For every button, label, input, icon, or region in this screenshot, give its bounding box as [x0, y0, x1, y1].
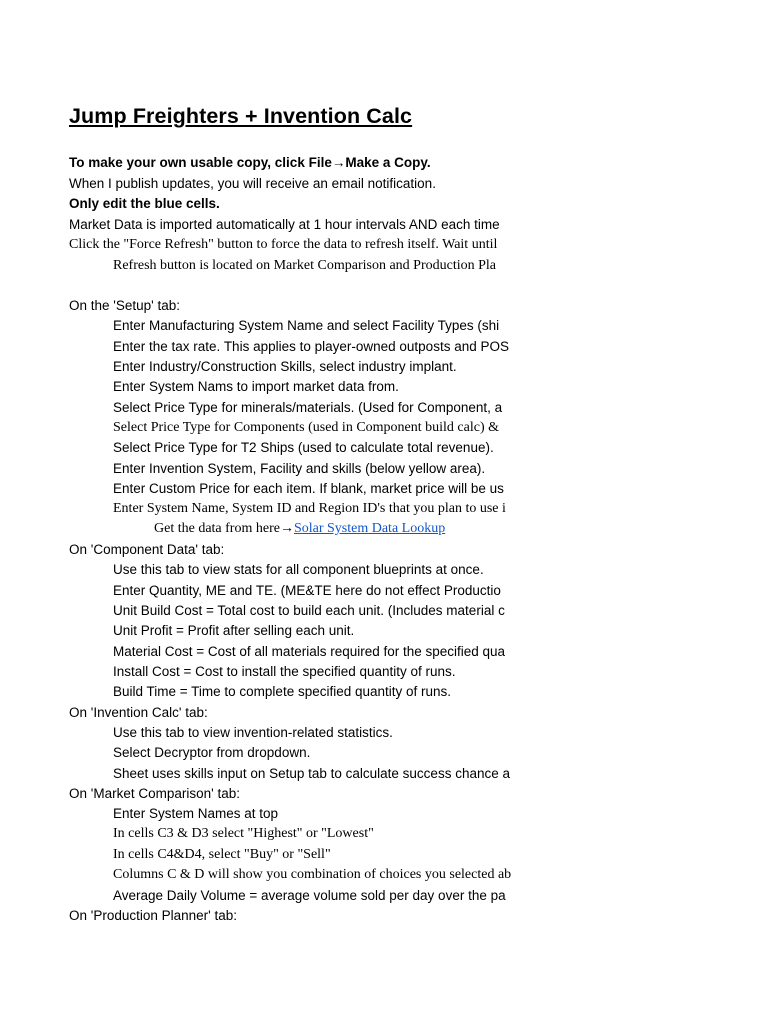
setup-item: Enter System Nams to import market data from. — [113, 379, 399, 394]
market-item: Columns C & D will show you combination of choices you selected ab — [113, 867, 512, 882]
refresh-location-note: Refresh button is located on Market Comparison and Production Pla — [113, 258, 496, 273]
component-item: Use this tab to view stats for all component blueprints at once. — [113, 562, 484, 577]
setup-item: Enter Manufacturing System Name and select Facility Types (shi — [113, 318, 500, 333]
setup-item: Select Price Type for Components (used in Component build calc) & — [113, 420, 500, 435]
market-item: In cells C3 & D3 select "Highest" or "Lowest" — [113, 826, 374, 841]
setup-item: Select Price Type for T2 Ships (used to calculate total revenue). — [113, 440, 494, 455]
market-item: Enter System Names at top — [113, 806, 279, 821]
setup-item: Enter the tax rate. This applies to player-owned outposts and POS — [113, 339, 509, 354]
setup-item: Enter Industry/Construction Skills, select industry implant. — [113, 359, 457, 374]
data-lookup-line — [154, 520, 445, 538]
setup-item: Enter System Name, System ID and Region ID's that you plan to use i — [113, 501, 506, 516]
component-item: Unit Build Cost = Total cost to build each unit. (Includes material c — [113, 603, 505, 618]
component-heading: On 'Component Data' tab: — [69, 542, 225, 557]
component-item: Install Cost = Cost to install the specified quantity of runs. — [113, 664, 456, 679]
setup-item: Enter Custom Price for each item. If blank, market price will be us — [113, 481, 504, 496]
page-title: Jump Freighters + Invention Calc — [69, 104, 413, 128]
force-refresh-note: Click the "Force Refresh" button to force the data to refresh itself. Wait until — [69, 237, 498, 252]
invention-item: Use this tab to view invention-related statistics. — [113, 725, 393, 740]
component-item: Build Time = Time to complete specified quantity of runs. — [113, 684, 452, 699]
setup-item: Enter Invention System, Facility and skills (below yellow area). — [113, 461, 486, 476]
solar-system-data-lookup-link[interactable]: Solar System Data Lookup — [293, 521, 446, 536]
market-data-note: Market Data is imported automatically at 1 hour intervals AND each time — [69, 217, 500, 232]
market-item: In cells C4&D4, select "Buy" or "Sell" — [113, 847, 331, 862]
edit-note: Only edit the blue cells. — [69, 196, 220, 211]
data-lookup-prefix: Get the data from here→ — [154, 521, 294, 536]
setup-item: Select Price Type for minerals/materials. (Used for Component, a — [113, 400, 503, 415]
copy-instruction: To make your own usable copy, click File→Make a Copy. — [69, 155, 431, 170]
component-item: Unit Profit = Profit after selling each unit. — [113, 623, 355, 638]
invention-heading: On 'Invention Calc' tab: — [69, 705, 208, 720]
updates-note: When I publish updates, you will receive an email notification. — [69, 176, 436, 191]
setup-heading: On the 'Setup' tab: — [69, 298, 180, 313]
component-item: Enter Quantity, ME and TE. (ME&TE here do not effect Productio — [113, 583, 501, 598]
component-item: Material Cost = Cost of all materials required for the specified qua — [113, 644, 506, 659]
market-item: Average Daily Volume = average volume sold per day over the pa — [113, 888, 506, 903]
production-heading: On 'Production Planner' tab: — [69, 908, 238, 923]
invention-item: Sheet uses skills input on Setup tab to calculate success chance a — [113, 766, 510, 781]
market-heading: On 'Market Comparison' tab: — [69, 786, 240, 801]
invention-item: Select Decryptor from dropdown. — [113, 745, 311, 760]
